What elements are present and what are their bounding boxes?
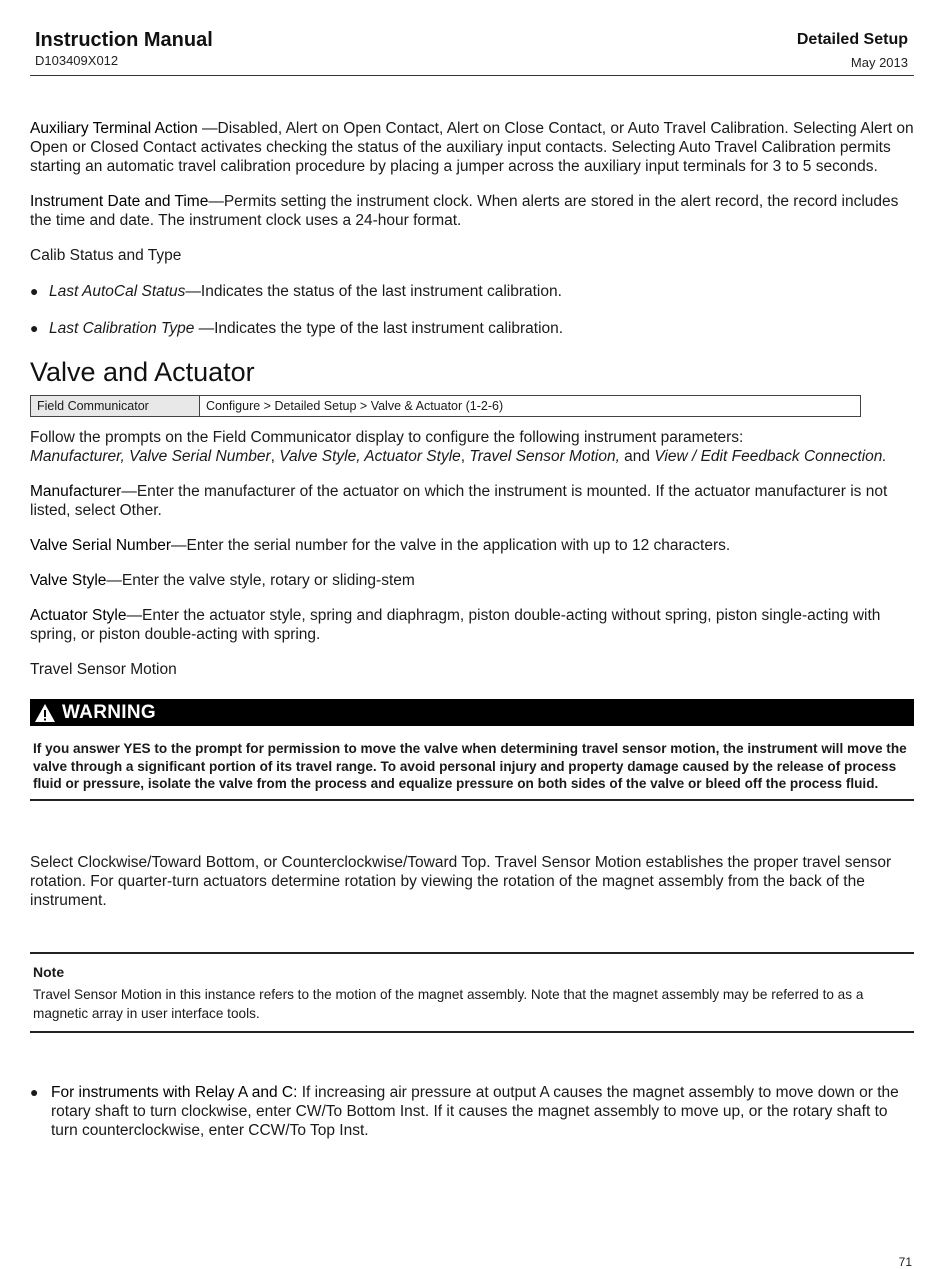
last-calibration-type-term: Last Calibration Type — [49, 320, 195, 337]
manufacturer-text: —Enter the manufacturer of the actuator on which the instrument is mounted. If the actuator manufacturer is not listed, select Other. — [30, 483, 888, 519]
intro-separator: , — [460, 448, 470, 465]
valve-actuator-heading: Valve and Actuator — [30, 357, 255, 387]
note-title: Note — [33, 963, 65, 980]
actuator-style-text: —Enter the actuator style, spring and diaphragm, piston double-acting without spring, piston single-acting with spring, or piston double-acting with spring. — [30, 607, 881, 643]
bullet-icon: ● — [30, 1083, 39, 1100]
actuator-style-paragraph — [30, 606, 914, 644]
travel-sensor-paragraph: Select Clockwise/Toward Bottom, or Counterclockwise/Toward Top. Travel Sensor Motion establishes the proper travel sensor rotation. For quarter-turn actuators determine rotation by viewing the rotation of the magnet assembly from the back of the instrument. — [30, 853, 892, 909]
note-text: Travel Sensor Motion in this instance refers to the motion of the magnet assembly. Note that the magnet assembly may be referred to as a magnetic array in user interface tools. — [33, 986, 864, 1021]
aux-terminal-paragraph — [30, 119, 914, 176]
aux-terminal-text: —Disabled, Alert on Open Contact, Alert on Close Contact, or Auto Travel Calibration. Selecting Alert on Open or Closed Contact activates checking the status of the auxiliary input contacts. Selecting Auto Travel Calibration permits starting an automatic travel calibration procedure by placing a jumper across the auxiliary input terminals for 3 to 5 seconds. — [30, 120, 914, 175]
date-time-text: —Permits setting the instrument clock. When alerts are stored in the alert record, the record includes the time and date. The instrument clock uses a 24-hour format. — [30, 193, 899, 229]
actuator-style-term: Actuator Style — [30, 607, 127, 624]
calib-status-heading: Calib Status and Type — [30, 247, 182, 264]
intro-params-1: Manufacturer, Valve Serial Number — [30, 448, 271, 465]
intro-separator: , — [270, 448, 280, 465]
warning-text: If you answer YES to the prompt for permission to move the valve when determining travel sensor motion, the instrument will move the valve through a significant portion of its travel range. To avoid personal injury and property damage caused by the release of process fluid or pressure, isolate the valve from the process and equalize pressure on both sides of the valve or bleed off the process fluid. — [30, 726, 914, 801]
manufacturer-paragraph — [30, 482, 914, 520]
intro-params-3: Travel Sensor Motion, — [469, 448, 620, 465]
serial-term: Valve Serial Number — [30, 537, 171, 554]
manual-title: Instruction Manual — [35, 29, 213, 51]
note-box — [30, 952, 914, 1033]
serial-text: —Enter the serial number for the valve in the application with up to 12 characters. — [171, 537, 731, 554]
page-body — [30, 119, 914, 1140]
document-number: D103409X012 — [35, 53, 119, 68]
intro-and: and — [619, 448, 655, 465]
travel-sensor-heading: Travel Sensor Motion — [30, 661, 177, 678]
bullet-icon: ● — [30, 283, 39, 299]
valve-style-text: —Enter the valve style, rotary or sliding-stem — [106, 572, 415, 589]
publication-date: May 2013 — [850, 55, 908, 70]
last-autocal-term: Last AutoCal Status — [49, 283, 186, 300]
list-item — [30, 282, 914, 301]
menu-path-value: Configure > Detailed Setup > Valve & Actuator (1-2-6) — [206, 399, 504, 413]
valve-intro-paragraph — [30, 428, 914, 466]
relay-text: If increasing air pressure at output A causes the magnet assembly to move down or the rotary shaft to turn clockwise, enter CW/To Bottom Inst. If it causes the magnet assembly to move up, or the rotary shaft to turn counterclockwise, enter CCW/To Top Inst. — [51, 1083, 899, 1139]
last-calibration-type-text: —Indicates the type of the last instrument calibration. — [194, 320, 564, 337]
header-divider — [30, 75, 914, 76]
valve-style-paragraph — [30, 571, 914, 590]
serial-paragraph — [30, 536, 914, 555]
date-time-term: Instrument Date and Time — [30, 193, 209, 210]
list-item — [30, 319, 914, 338]
warning-label: WARNING — [62, 702, 156, 723]
section-title: Detailed Setup — [796, 31, 908, 48]
bullet-icon: ● — [30, 320, 39, 336]
valve-intro-text: Follow the prompts on the Field Communicator display to configure the following instrument parameters: — [30, 429, 744, 446]
last-autocal-text: —Indicates the status of the last instrument calibration. — [185, 283, 562, 300]
menu-path-table — [30, 395, 861, 417]
menu-path-label: Field Communicator — [31, 396, 200, 416]
warning-banner — [30, 699, 914, 726]
manufacturer-term: Manufacturer — [30, 483, 122, 500]
relay-term: For instruments with Relay A and C: — [51, 1083, 298, 1101]
intro-params-2: Valve Style, Actuator Style — [279, 448, 461, 465]
valve-style-term: Valve Style — [30, 572, 107, 589]
warning-triangle-icon — [34, 702, 56, 724]
list-item — [30, 1083, 914, 1140]
aux-terminal-term: Auxiliary Terminal Action — [30, 120, 198, 137]
header-left — [35, 28, 213, 69]
intro-params-4: View / Edit Feedback Connection. — [654, 448, 887, 465]
date-time-paragraph — [30, 192, 914, 230]
header-right — [797, 30, 908, 71]
page-number: 71 — [898, 1255, 912, 1269]
